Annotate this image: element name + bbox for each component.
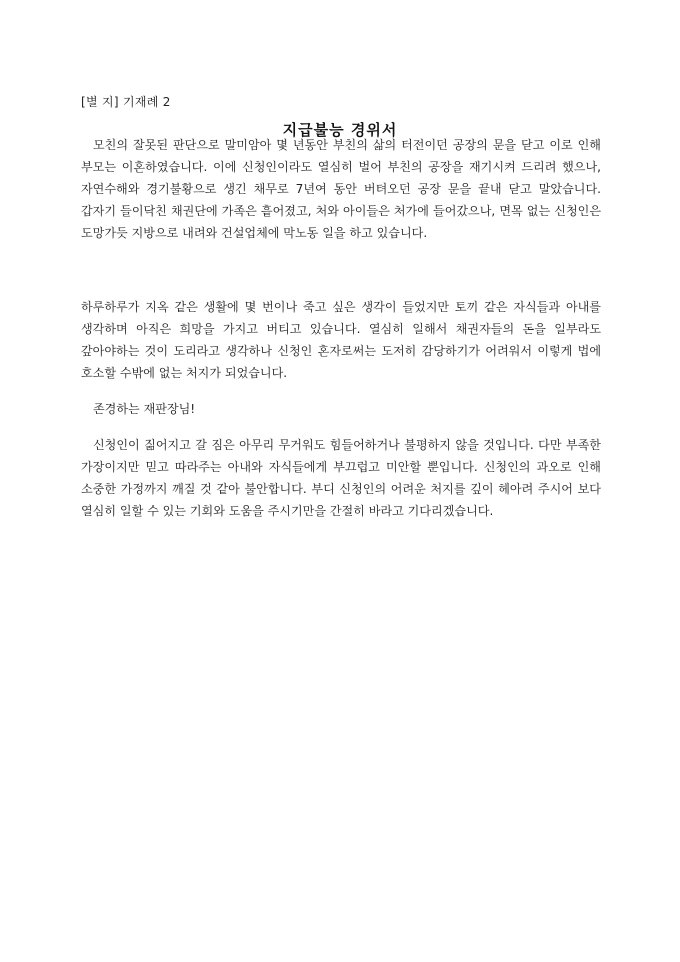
paragraph-salutation: 존경하는 재판장님! — [93, 402, 196, 416]
paragraph-current-situation: 하루하루가 지옥 같은 생활에 몇 번이나 죽고 싶은 생각이 들었지만 토끼 같은 자식들과 아내를 생각하며 아직은 희망을 가지고 버티고 있습니다. 열심히 일해서 채권자들의 돈을 일부라도 갚아야하는 것이 도리라고 생각하나 신청인 혼자로써는 도저히 감당하기가 어려워서 이렇게 법에 호소할 수밖에 없는 처지가 되었습니다. — [81, 300, 601, 380]
paragraph-background: 모친의 잘못된 판단으로 말미암아 몇 년동안 부친의 삶의 터전이던 공장의 문을 닫고 이로 인해 부모는 이혼하였습니다. 이에 신청인이라도 열심히 벌어 부친의 공장을 재기시켜 드리려 했으나, 자연수해와 경기불황으로 생긴 채무로 7년여 동안 버텨오던 공장 문을 끝내 닫고 말았습니다. 갑자기 들이닥친 채권단에 가족은 흩어졌고, 처와 아이들은 처가에 들어갔으나, 면목 없는 신청인은 도망가듯 지방으로 내려와 건설업체에 막노동 일을 하고 있습니다. — [81, 138, 601, 240]
form-label: [별 지] 기재례 2 — [81, 95, 171, 109]
paragraph-plea: 신청인이 짊어지고 갈 짐은 아무리 무거워도 힘들어하거나 불평하지 않을 것입니다. 다만 부족한 가장이지만 믿고 따라주는 아내와 자식들에게 부끄럽고 미안할 뿐입니다. 신청인의 과오로 인해 소중한 가정까지 깨질 것 같아 불안합니다. 부디 신청인의 어려운 처지를 깊이 헤아려 주시어 보다 열심히 일할 수 있는 기회와 도움을 주시기만을 간절히 바라고 기다리겠습니다. — [81, 438, 601, 518]
document-title: 지급불능 경위서 — [282, 121, 398, 139]
